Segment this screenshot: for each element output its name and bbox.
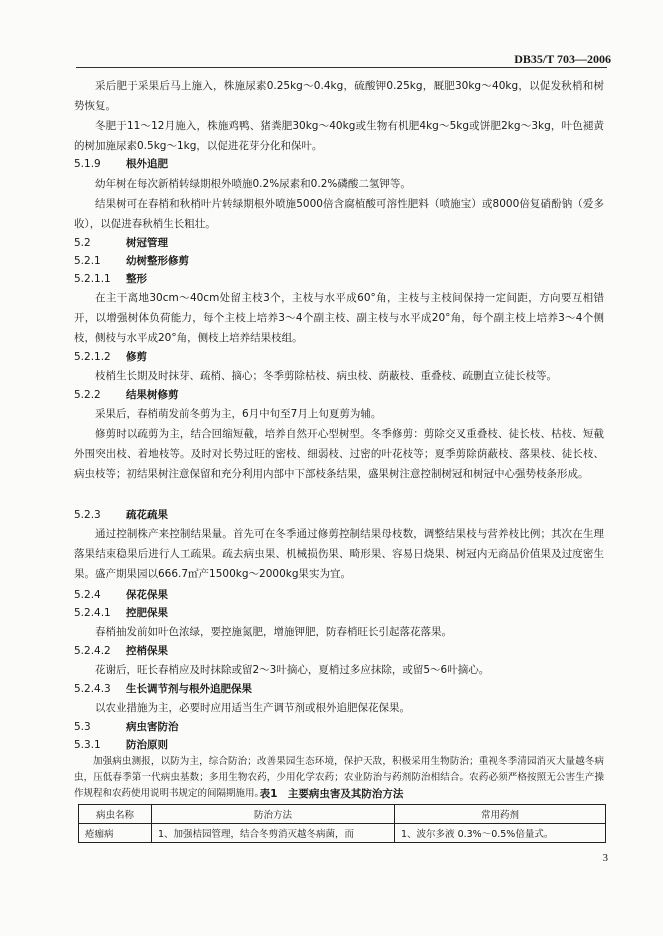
page-number: 3 xyxy=(602,852,608,864)
table-header-cell: 防治方法 xyxy=(152,805,395,824)
paragraph: 通过控制株产来控制结果量。首先可在冬季通过修剪控制结果母枝数，调整结果枝与营养枝比例；其次在生理落果结束稳果后进行人工疏果。疏去病虫果、机械损伤果、畸形果、容易日烧果、树冠内无商品价值果及过度密生果。盛产期果园以666.7㎡产1500kg～2000kg果实为宜。 xyxy=(74,528,604,580)
paragraph: 在主干离地30cm～40cm处留主枝3个，主枝与水平成60°角，主枝与主枝间保持一定间距，方向要互相错开，以增强树体负荷能力，每个主枝上培养3～4个副主枝、副主枝与水平成20°角，每个副主枝上培养3～4个侧枝，侧枝与水平成20°角，侧枝上培养结果枝组。 xyxy=(74,292,604,344)
section-title: 生长调节剂与根外追肥保果 xyxy=(126,683,252,695)
section-title: 整形 xyxy=(126,273,147,285)
section-number: 5.2.4.1 xyxy=(74,607,111,619)
section-number: 5.2.4.2 xyxy=(74,645,111,657)
section-title: 树冠管理 xyxy=(126,237,168,249)
paragraph: 采后肥于采果后马上施入，株施尿素0.25kg～0.4kg，硫酸钾0.25kg，厩肥30kg～40kg，以促发秋梢和树势恢复。 xyxy=(74,80,604,112)
section-title: 防治原则 xyxy=(126,739,168,751)
paragraph: 幼年树在每次新梢转绿期根外喷施0.2%尿素和0.2%磷酸二氢钾等。 xyxy=(95,178,411,190)
section-number: 5.2.2 xyxy=(74,389,101,401)
table-header-cell: 常用药剂 xyxy=(395,805,606,824)
section-number: 5.1.9 xyxy=(74,158,101,170)
section-number: 5.2.4.3 xyxy=(74,683,111,695)
table-header-cell: 病虫名称 xyxy=(79,805,152,824)
section-heading xyxy=(74,348,604,366)
section-number: 5.3 xyxy=(74,721,91,733)
paragraph: 花谢后，旺长春梢应及时抹除或留2～3叶摘心，夏梢过多应抹除，或留5～6叶摘心。 xyxy=(95,664,490,676)
paragraph: 加强病虫测报，以防为主，综合防治；改善果园生态环境，保护天敌，积极采用生物防治；重视冬季清园消灭大量越冬病虫，压低春季第一代病虫基数；多用生物农药，少用化学农药；农业防治与药剂防治相结合。农药必须严格按照无公害生产操作规程和农药使用说明书规定的间隔期施用。 xyxy=(74,756,604,799)
section-number: 5.2 xyxy=(74,237,91,249)
section-title: 疏花疏果 xyxy=(126,509,168,521)
section-number: 5.2.3 xyxy=(74,509,101,521)
pest-control-table xyxy=(78,804,606,843)
section-title: 根外追肥 xyxy=(126,158,168,170)
table-header-row xyxy=(79,805,606,824)
section-heading xyxy=(74,252,604,270)
section-heading xyxy=(74,642,604,660)
section-number: 5.2.1 xyxy=(74,255,101,267)
table-cell: 疮痂病 xyxy=(79,824,152,843)
section-number: 5.2.1.1 xyxy=(74,273,111,285)
section-number: 5.3.1 xyxy=(74,739,101,751)
section-heading xyxy=(74,155,604,173)
paragraph: 结果树可在春梢和秋梢叶片转绿期根外喷施5000倍含腐植酸可溶性肥料（喷施宝）或8000倍复硝酚钠（爱多收），以促进春秋梢生长粗壮。 xyxy=(74,198,604,230)
section-title: 幼树整形修剪 xyxy=(126,255,189,267)
section-title: 保花保果 xyxy=(126,589,168,601)
section-title: 控肥保果 xyxy=(126,607,168,619)
section-heading xyxy=(74,736,604,754)
paragraph: 冬肥于11～12月施入，株施鸡鸭、猪粪肥30kg～40kg或生物有机肥4kg～5kg或饼肥2kg～3kg，叶色褪黄的树加施尿素0.5kg～1kg，以促进花芽分化和保叶。 xyxy=(74,120,604,152)
paragraph: 春梢抽发前如叶色浓绿，要控施氮肥，增施钾肥，防春梢旺长引起落花落果。 xyxy=(95,626,452,638)
section-heading xyxy=(74,270,604,288)
section-heading xyxy=(74,680,604,698)
paragraph: 枝梢生长期及时抹芽、疏梢、摘心；冬季剪除枯枝、病虫枝、荫蔽枝、重叠枝、疏删直立徒长枝等。 xyxy=(95,370,557,382)
table-caption: 表1 主要病虫害及其防治方法 xyxy=(259,788,404,800)
section-number: 5.2.4 xyxy=(74,589,101,601)
section-heading xyxy=(74,718,604,736)
table-cell: 1、加强桔园管理，结合冬剪消灭越冬病菌，而 xyxy=(152,824,395,843)
section-title: 结果树修剪 xyxy=(126,389,179,401)
header-rule xyxy=(76,67,607,68)
paragraph: 采果后，春梢萌发前冬剪为主，6月中旬至7月上旬夏剪为辅。 xyxy=(95,408,382,420)
section-heading xyxy=(74,586,604,604)
section-title: 控梢保果 xyxy=(126,645,168,657)
paragraph: 修剪时以疏剪为主，结合回缩短截，培养自然开心型树型。冬季修剪：剪除交叉重叠枝、徒长枝、枯枝、短截外围突出枝、着地枝等。及时对长势过旺的密枝、细弱枝、过密的叶花枝等；夏季剪除荫蔽枝、落果枝、徒长枝、病虫枝等；初结果树注意保留和充分利用内部中下部枝条结果，盛果树注意控制树冠和树冠中心强势枝条形成。 xyxy=(74,428,604,480)
section-title: 修剪 xyxy=(126,351,147,363)
section-heading xyxy=(74,604,604,622)
table-row xyxy=(79,824,606,843)
standard-number: DB35/T 703—2006 xyxy=(514,52,611,66)
section-title: 病虫害防治 xyxy=(126,721,179,733)
section-heading xyxy=(74,506,604,524)
table-cell: 1、波尔多液 0.3%～0.5%倍量式。 xyxy=(395,824,606,843)
section-number: 5.2.1.2 xyxy=(74,351,111,363)
section-heading xyxy=(74,234,604,252)
section-heading xyxy=(74,386,604,404)
paragraph: 以农业措施为主，必要时应用适当生产调节剂或根外追肥保花保果。 xyxy=(95,702,410,714)
